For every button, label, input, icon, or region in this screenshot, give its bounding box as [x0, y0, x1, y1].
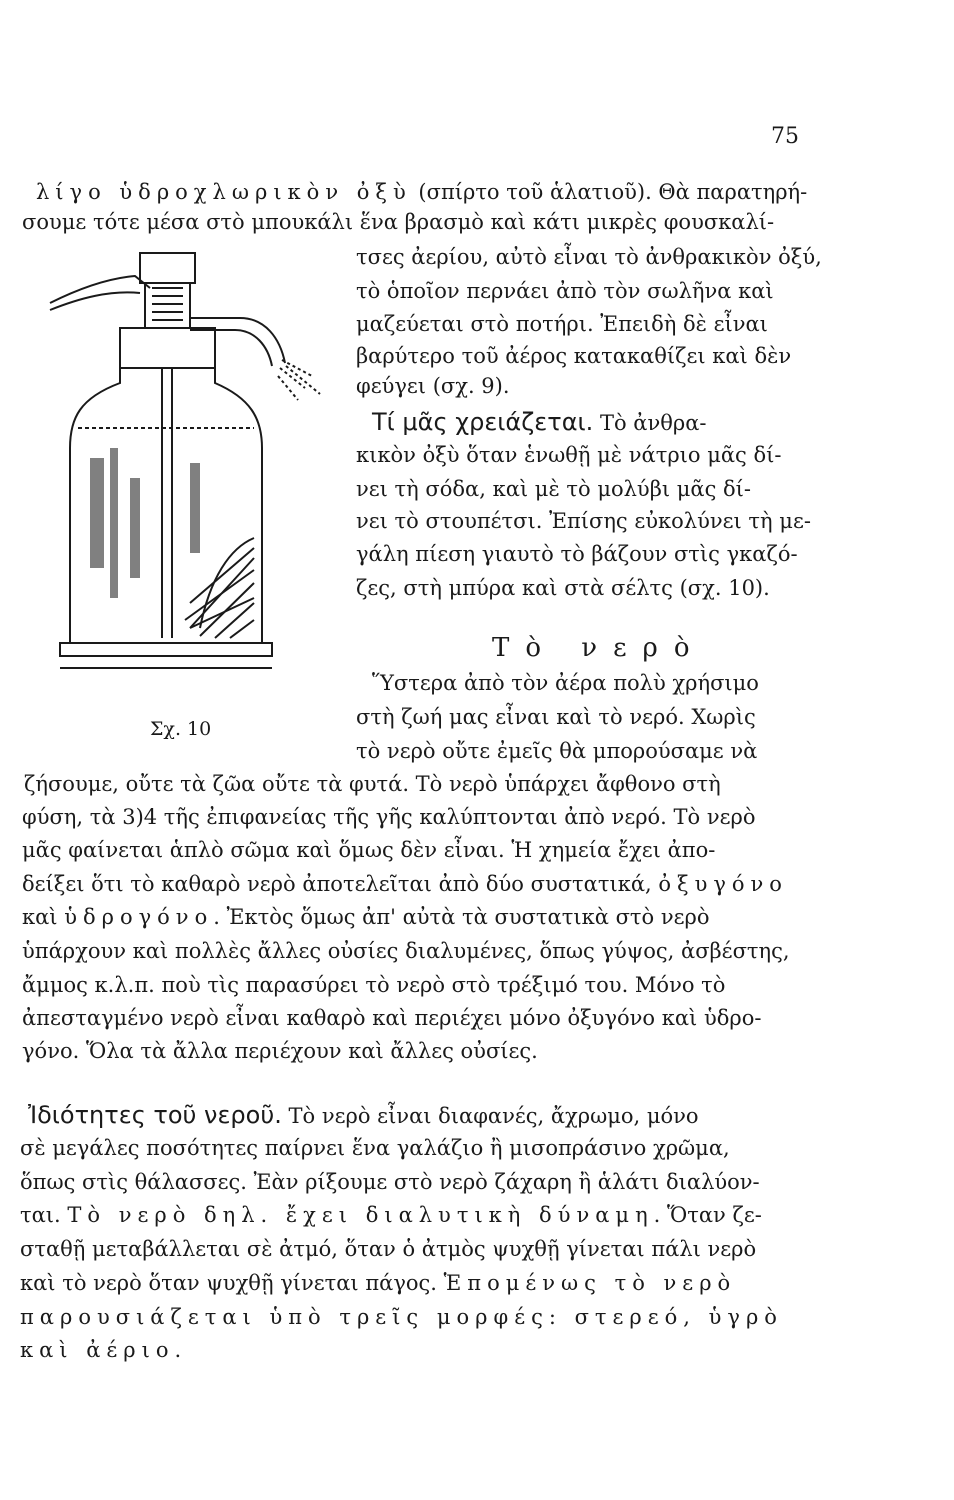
section-heading-water: Τὸ νερὸ [492, 633, 706, 663]
text-line: μαζεύεται στὸ ποτήρι. Ἐπειδὴ δὲ εἶναι [356, 312, 768, 336]
page-number: 75 [771, 124, 799, 149]
text-line: παρουσιάζεται ὑπὸ τρεῖς μορφές: στερεό, ὑγρὸ [20, 1305, 783, 1329]
text-line: σουμε τότε μέσα στὸ μπουκάλι ἕνα βρασμὸ καὶ κάτι μικρὲς φουσκαλί- [22, 210, 775, 234]
text-line: ἀπεσταγμένο νερὸ εἶναι καθαρὸ καὶ περιέχει μόνο ὀξυγόνο καὶ ὑδρο- [22, 1006, 762, 1030]
text-line: βαρύτερο τοῦ ἀέρος κατακαθίζει καὶ δὲν [356, 344, 792, 368]
text-line: ὅπως στὶς θάλασσες. Ἐὰν ρίξουμε στὸ νερὸ ζάχαρη ἢ ἁλάτι διαλύον- [20, 1170, 760, 1194]
text-line: τσες ἀερίου, αὐτὸ εἶναι τὸ ἀνθρακικὸν ὀξύ, [356, 245, 822, 269]
text-line: ζες, στὴ μπύρα καὶ στὰ σέλτς (σχ. 10). [356, 576, 770, 600]
text-line: ζήσουμε, οὔτε τὰ ζῶα οὔτε τὰ φυτά. Τὸ νερὸ ὑπάρχει ἄφθονο στὴ [24, 772, 721, 796]
text-line: φεύγει (σχ. 9). [356, 374, 510, 398]
text-line: ὑπάρχουν καὶ πολλὲς ἄλλες οὐσίες διαλυμένες, ὅπως γύψος, ἀσβέστης, [22, 939, 790, 963]
text-line: Ἰδιότητες τοῦ νεροῦ. Τὸ νερὸ εἶναι διαφανές, ἄχρωμο, μόνο [28, 1101, 699, 1129]
siphon-illustration [40, 248, 340, 698]
text-line: νει τὴ σόδα, καὶ μὲ τὸ μολύβι μᾶς δί- [356, 477, 751, 501]
text-line: σταθῇ μεταβάλλεται σὲ ἀτμό, ὅταν ὁ ἀτμὸς ψυχθῇ γίνεται πάλι νερὸ [20, 1237, 757, 1261]
text-line: γόνο. Ὅλα τὰ ἄλλα περιέχουν καὶ ἄλλες οὐσίες. [22, 1039, 538, 1063]
text-line: καὶ τὸ νερὸ ὅταν ψυχθῇ γίνεται πάγος. Ἑπομένως τὸ νερὸ [20, 1271, 737, 1295]
text-line: μᾶς φαίνεται ἁπλὸ σῶμα καὶ ὅμως δὲν εἶναι. Ἡ χημεία ἔχει ἀπο- [22, 838, 716, 862]
text-line: Τί μᾶς χρειάζεται. Τὸ ἀνθρα- [372, 408, 707, 436]
text-line: Ὕστερα ἀπὸ τὸν ἀέρα πολὺ χρήσιμο [372, 671, 759, 695]
text-line: καὶ ὑδρογόνο. Ἐκτὸς ὅμως ἀπ' αὐτὰ τὰ συστατικὰ στὸ νερὸ [22, 905, 710, 929]
text-line: στὴ ζωή μας εἶναι καὶ τὸ νερό. Χωρὶς [356, 705, 756, 729]
text-line: νει τὸ στουπέτσι. Ἐπίσης εὐκολύνει τὴ με- [356, 509, 811, 533]
text-line: κικὸν ὀξὺ ὅταν ἑνωθῇ μὲ νάτριο μᾶς δί- [356, 443, 782, 467]
text-line: γάλη πίεση γιαυτὸ τὸ βάζουν στὶς γκαζό- [356, 542, 798, 566]
text-line: φύση, τὰ 3)4 τῆς ἐπιφανείας τῆς γῆς καλύπτονται ἀπὸ νερό. Τὸ νερὸ [22, 805, 756, 829]
text-line: καὶ ἀέριο. [20, 1338, 188, 1362]
text-line: δείξει ὅτι τὸ καθαρὸ νερὸ ἀποτελεῖται ἀπὸ δύο συστατικά, ὀξυγόνο [22, 872, 788, 896]
text-line: τὸ νερὸ οὔτε ἐμεῖς θὰ μπορούσαμε νὰ [356, 739, 758, 763]
text-line: ἄμμος κ.λ.π. ποὺ τὶς παρασύρει τὸ νερὸ στὸ τρέξιμό του. Μόνο τὸ [22, 973, 726, 997]
figure-caption: Σχ. 10 [150, 718, 212, 740]
text-line: ται. Τὸ νερὸ δηλ. ἔχει διαλυτικὴ δύναμη. Ὅταν ζε- [20, 1203, 762, 1227]
text-line: λίγο ὑδροχλωρικὸν ὀξὺ (σπίρτο τοῦ ἁλατιοῦ). Θὰ παρατηρή- [36, 180, 808, 204]
text-line: σὲ μεγάλες ποσότητες παίρνει ἕνα γαλάζιο ἢ μισοπράσινο χρῶμα, [20, 1136, 730, 1160]
text-line: τὸ ὁποῖον περνάει ἀπὸ τὸν σωλῆνα καὶ [356, 279, 774, 303]
